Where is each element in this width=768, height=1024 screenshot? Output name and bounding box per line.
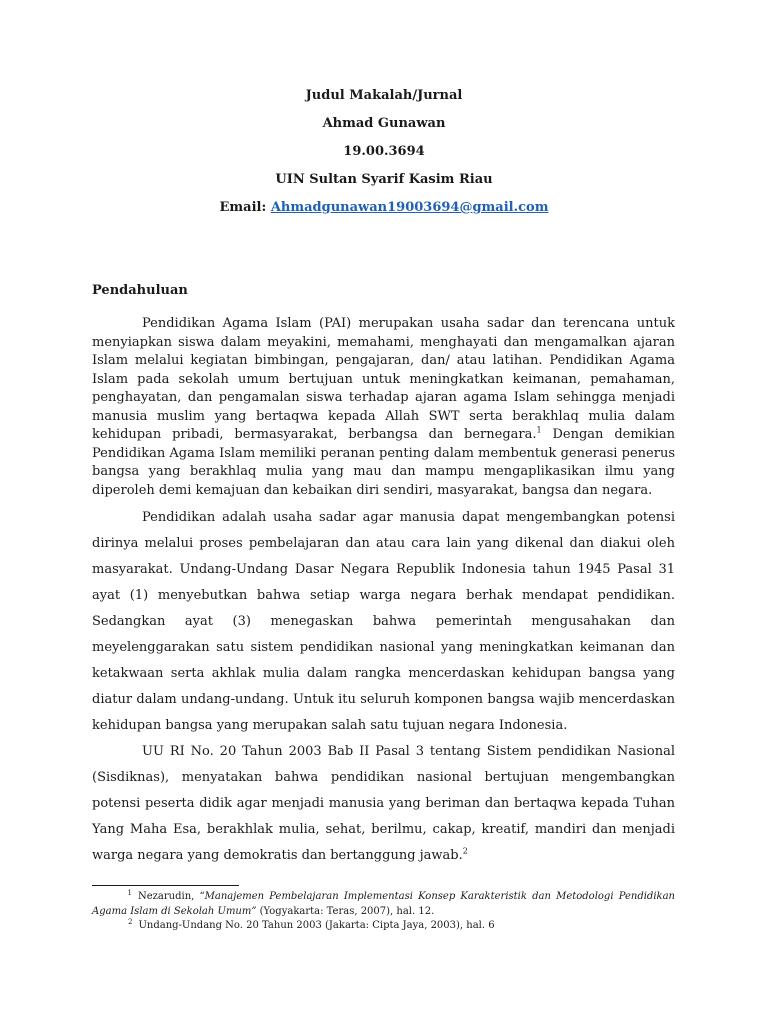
paragraph-3	[92, 739, 675, 869]
section-heading: Pendahuluan	[92, 283, 188, 298]
footnote-ref-1[interactable]: 1	[536, 425, 542, 435]
document-header	[0, 86, 768, 226]
paragraph-2	[92, 505, 675, 739]
footnote-1-number: 1	[127, 888, 132, 897]
footnote-separator	[92, 885, 239, 886]
author-name: Ahmad Gunawan	[322, 116, 446, 131]
student-id: 19.00.3694	[343, 144, 425, 159]
footnote-1	[92, 890, 675, 919]
footnote-1-publication: (Yogyakarta: Teras, 2007), hal. 12.	[256, 905, 435, 917]
document-title: Judul Makalah/Jurnal	[305, 88, 463, 103]
footnote-2	[92, 919, 675, 934]
email-label: Email:	[219, 200, 267, 215]
institution-name: UIN Sultan Syarif Kasim Riau	[275, 172, 493, 187]
footnote-1-title: Manajemen Pembelajaran Implementasi Konsep Karakteristik dan Metodologi Pendidikan Agama Islam di Sekolah Umum”	[92, 891, 675, 917]
paragraph-2-text: Pendidikan adalah usaha sadar agar manusia dapat mengembangkan potensi dirinya melalui proses pembelajaran dan atau cara lain yang dikenal dan diakui oleh masyarakat. Undang-Undang Dasar Negara Republik Indonesia tahun 1945 Pasal 31 ayat (1) menyebutkan bahwa setiap warga negara berhak mendapat pendidikan. Sedangkan ayat (3) menegaskan bahwa pemerintah mengusahakan dan meyelenggarakan satu sistem pendidikan nasional yang meningkatkan keimanan dan ketakwaan serta akhlak mulia dalam rangka mencerdaskan kehidupan bangsa yang diatur dalam undang-undang. Untuk itu seluruh komponen bangsa wajib mencerdaskan kehidupan bangsa yang merupakan salah satu tujuan negara Indonesia.	[92, 510, 675, 733]
email-link[interactable]: Ahmadgunawan19003694@gmail.com	[270, 200, 549, 215]
paragraph-1-text-b: Dengan demikian Pendidikan Agama Islam memiliki peranan penting dalam membentuk generasi penerus bangsa yang berakhlaq mulia yang mau dan mampu mengaplikasikan ilmu yang diperoleh demi kemajuan dan kebaikan diri sendiri, masyarakat, bangsa dan negara.	[92, 427, 675, 498]
footnote-2-text: Undang-Undang No. 20 Tahun 2003 (Jakarta: Cipta Jaya, 2003), hal. 6	[138, 920, 495, 931]
paragraph-1	[92, 315, 675, 500]
footnote-1-author: Nezarudin, “	[138, 891, 205, 902]
paragraph-1-text-a: Pendidikan Agama Islam (PAI) merupakan usaha sadar dan terencana untuk menyiapkan siswa dalam meyakini, memahami, menghayati dan mengamalkan ajaran Islam melalui kegiatan bimbingan, pengajaran, dan/ atau latihan. Pendidikan Agama Islam pada sekolah umum bertujuan untuk meningkatkan keimanan, pemahaman, penghayatan, dan pengamalan siswa terhadap ajaran agama Islam sehingga menjadi manusia muslim yang bertaqwa kepada Allah SWT serta berakhlaq mulia dalam kehidupan pribadi, bermasyarakat, berbangsa dan bernegara.	[92, 316, 675, 442]
footnote-ref-2[interactable]: 2	[462, 846, 468, 856]
email-line	[0, 198, 768, 226]
paragraph-3-text: UU RI No. 20 Tahun 2003 Bab II Pasal 3 tentang Sistem pendidikan Nasional (Sisdiknas), menyatakan bahwa pendidikan nasional bertujuan mengembangkan potensi peserta didik agar menjadi manusia yang beriman dan bertaqwa kepada Tuhan Yang Maha Esa, berakhlak mulia, sehat, berilmu, cakap, kreatif, mandiri dan menjadi warga negara yang demokratis dan bertanggung jawab.	[92, 744, 675, 863]
footnotes	[92, 890, 675, 934]
footnote-2-number: 2	[128, 917, 133, 926]
